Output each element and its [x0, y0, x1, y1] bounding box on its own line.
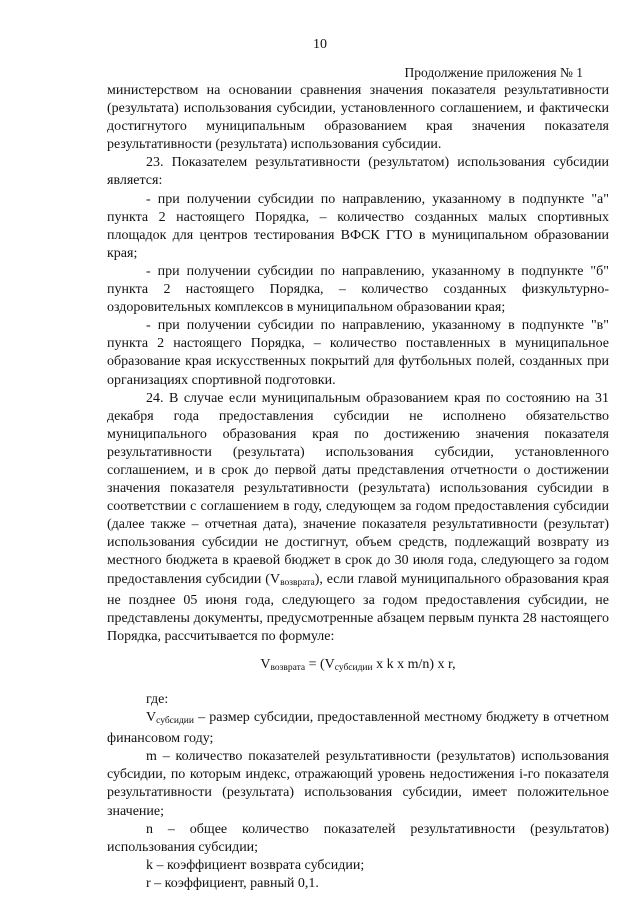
definition-k: k – коэффициент возврата субсидии; [146, 857, 365, 873]
definition-v-subscript: субсидии [156, 716, 194, 727]
definition-v-subsidy [107, 709, 609, 748]
definition-m: m – количество показателей результативности (результатов) использования субсидии, по которым индекс, отражающий уровень недостижения i-го показателя результативности (результата) использования субсидии, имеет положительное значение; [107, 749, 609, 819]
formula-s-subscript: субсидии [334, 662, 373, 673]
paragraph-24-subscript: возврата [280, 577, 315, 588]
document-body [107, 82, 609, 893]
formula [107, 656, 609, 677]
definition-v-var: V [146, 710, 157, 726]
paragraph-23: 23. Показателем результативности (результатом) использования субсидии является: [107, 155, 609, 189]
page-number: 10 [313, 37, 327, 52]
appendix-continuation-note: Продолжение приложения № 1 [404, 65, 583, 80]
definition-v-text: – размер субсидии, предоставленной местному бюджету в отчетном финансовом году; [107, 710, 609, 747]
paragraph-24 [107, 390, 609, 646]
formula-eq-open: = (V [305, 656, 335, 672]
definition-n: n – общее количество показателей результативности (результатов) использования субсидии; [107, 821, 609, 855]
formula-v-subscript: возврата [270, 662, 306, 673]
paragraph-23-item-c: - при получении субсидии по направлению, указанному в подпункте "в" пункта 2 настоящего Порядка, – количество поставленных в муниципальное образование края искусственных покрытий для футбольных полей, созданных при организациях спортивной подготовки. [107, 318, 609, 388]
paragraph-23-item-a: - при получении субсидии по направлению, указанному в подпункте "а" пункта 2 настоящего Порядка, – количество созданных малых спортивных площадок для центров тестирования ВФСК ГТО в муниципальном образовании края; [107, 191, 609, 261]
definitions-where: где: [146, 692, 169, 707]
paragraph-24-tail: ), если главой муниципального образования края не позднее 05 июня года, следующего за годом предоставления субсидии, не представлены документы, предусмотренные абзацем первым пункта 28 настоящего Порядка, рассчитывается по формуле: [107, 571, 609, 644]
paragraph-24-main: 24. В случае если муниципальным образованием края по состоянию на 31 декабря года предоставления субсидии не исполнено обязательство муниципального образования края по достижению значения показателя результативности (результата) использования субсидии, установленного соглашением, и в срок до первой даты представления отчетности о достижении значения показателя результативности (результата) использования субсидии в соответствии с соглашением в году, следующем за годом предоставления субсидии (далее также – отчетная дата), значение показателя результативности (результат) использования субсидии не достигнут, объем средств, подлежащий возврату из местного бюджета в краевой бюджет в срок до 30 июля года, следующего за годом предоставления субсидии (V [107, 390, 609, 587]
definition-r: r – коэффициент, равный 0,1. [146, 875, 319, 891]
paragraph-23-item-b: - при получении субсидии по направлению, указанному в подпункте "б" пункта 2 настоящего Порядка, – количество созданных физкультурно-оздоровительных комплексов в муниципальном образовании края; [107, 263, 609, 316]
formula-v: V [260, 656, 271, 672]
paragraph-continuation: министерством на основании сравнения значения показателя результативности (результата) использования субсидии, установленного соглашением, и фактически достигнутого муниципальным образованием края значения показателя результативности (результата) использования субсидии. [107, 83, 609, 153]
formula-rest: x k x m/n) x r, [372, 656, 456, 672]
